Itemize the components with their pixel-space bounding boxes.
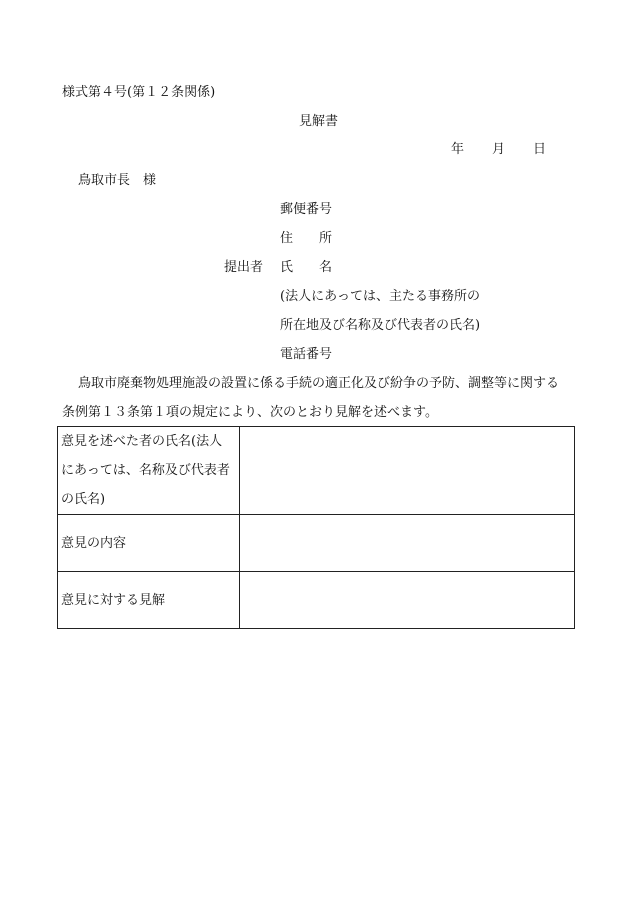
name-note-line1: (法人にあっては、主たる事務所の xyxy=(280,289,480,304)
table-row xyxy=(58,515,575,572)
table-label-line: 意見の内容 xyxy=(61,535,127,551)
table-value-cell[interactable] xyxy=(240,515,575,572)
body-text-line2: 条例第１３条第１項の規定により、次のとおり見解を述べます。 xyxy=(62,405,438,420)
form-number: 様式第４号(第１２条関係) xyxy=(62,85,216,100)
table-label-cell xyxy=(58,427,240,515)
table-label-line: 意見を述べた者の氏名(法人 xyxy=(61,434,223,449)
submitter-label: 提出者 xyxy=(224,260,264,275)
address-label: 住 所 xyxy=(280,231,333,246)
document-title: 見解書 xyxy=(299,114,339,129)
date-year-label: 年 xyxy=(451,142,465,157)
table-value-cell[interactable] xyxy=(240,427,575,515)
table-label-line: にあっては、名称及び代表者 xyxy=(61,463,230,478)
date-month-label: 月 xyxy=(492,142,506,157)
name-label: 氏 名 xyxy=(280,260,333,275)
table-label-line: の氏名) xyxy=(61,492,106,507)
name-note-line2: 所在地及び名称及び代表者の氏名) xyxy=(280,318,481,333)
opinion-table xyxy=(57,426,575,629)
addressee: 鳥取市長 様 xyxy=(78,173,157,188)
table-row xyxy=(58,427,575,515)
table-label-cell xyxy=(58,572,240,629)
table-row xyxy=(58,572,575,629)
table-label-line: 意見に対する見解 xyxy=(61,592,166,608)
table-label-cell xyxy=(58,515,240,572)
postal-code-label: 郵便番号 xyxy=(280,202,333,217)
table-value-cell[interactable] xyxy=(240,572,575,629)
date-day-label: 日 xyxy=(533,142,547,157)
phone-label: 電話番号 xyxy=(280,347,333,362)
body-text-line1: 鳥取市廃棄物処理施設の設置に係る手続の適正化及び紛争の予防、調整等に関する xyxy=(78,376,560,391)
